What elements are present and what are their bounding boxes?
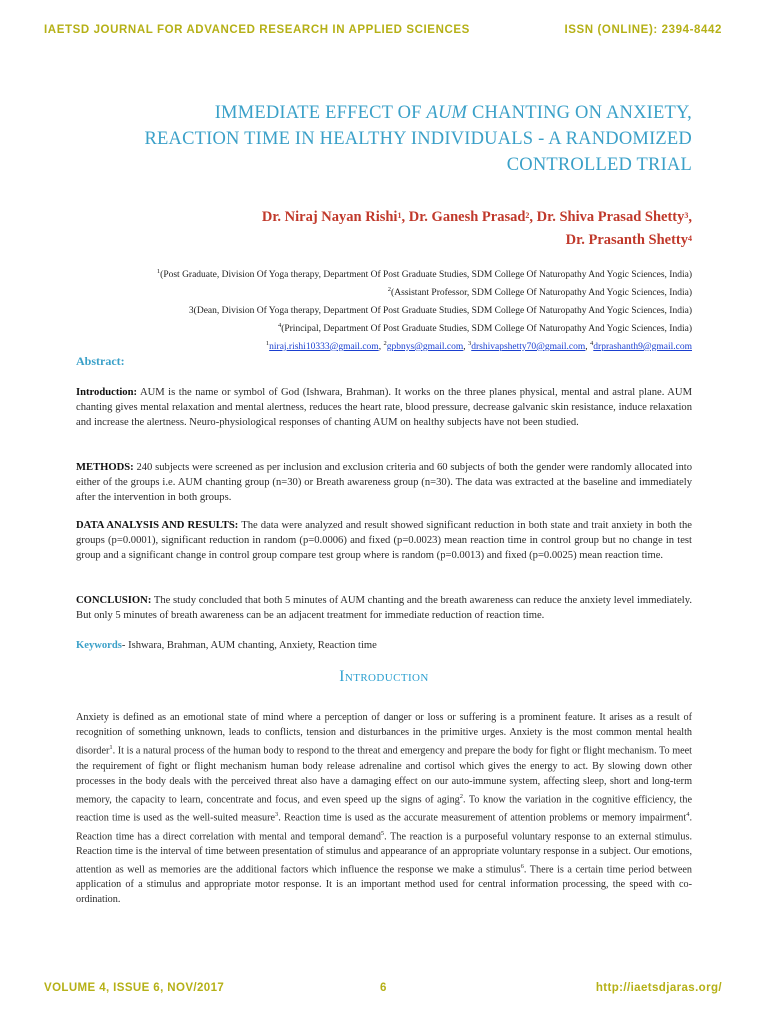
abstract-results (76, 518, 692, 564)
abstract-introduction (76, 385, 692, 431)
abstract-methods (76, 460, 692, 506)
keywords (76, 638, 692, 653)
title-line-1 (92, 100, 692, 126)
page-number: 6 (380, 982, 387, 994)
authors-line-1 (72, 206, 692, 229)
body-text: . Reaction time has a direct correlation with mental and temporal demand (76, 812, 692, 842)
email-link[interactable]: drprashanth9@gmail.com (593, 341, 692, 352)
affiliations (52, 265, 692, 355)
email-sup: 1 (265, 339, 270, 347)
affil-text: (Principal, Department Of Post Graduate Studies, SDM College Of Naturopathy And Yogic Sciences, India) (281, 324, 692, 335)
running-header (44, 24, 722, 42)
body-text: . The reaction is a purposeful voluntary response to an external stimulus. Reaction time is the interval of time between presentation of stimulus and appearance of an appropriate voluntary response in a subject. Our emotions, attention as well as memories are the additional factors which influence the response we make a stimulus (76, 830, 692, 876)
author-name: Dr. Ganesh Prasad (408, 209, 526, 225)
affil-sup: 2 (387, 285, 392, 293)
affiliation (52, 265, 692, 283)
author-name: Dr. Shiva Prasad Shetty (536, 209, 685, 225)
author-sup: 2 (525, 211, 530, 220)
body-text: Anxiety is defined as an emotional state of mind where a perception of danger or loss or suffering is a prominent feature. It arises as a result of recognition of something unknown, leads to conflicts, tension and disturbances in the primitive urges. Anxiety is the most common mental health disorder (76, 712, 692, 757)
email-link[interactable]: gpbnys@gmail.com (386, 341, 464, 352)
text: The data were analyzed and result showed significant reduction in both state and trait anxiety in both the groups (p=0.0001), significant reduction in random (p=0.0006) and fixed (p=0.0023) mean reaction time in control group but no change in test group and a significant change in control group compare test group where is random (p=0.0013) and fixed (p=0.0025) mean reaction time. (76, 520, 692, 562)
affiliation (52, 319, 692, 337)
label: CONCLUSION: (76, 595, 152, 606)
running-footer (44, 982, 722, 1000)
affiliation (52, 283, 692, 301)
keywords-text: - Ishwara, Brahman, AUM chanting, Anxiety, Reaction time (121, 640, 377, 651)
title-text: CHANTING ON ANXIETY, (467, 103, 692, 123)
email-link[interactable]: niraj.rishi10333@gmail.com (269, 341, 379, 352)
title-aum: AUM (426, 103, 468, 123)
author-sup: 4 (688, 234, 692, 243)
author-sup: 1 (397, 211, 402, 220)
sep: , (688, 209, 692, 225)
body-text: . To know the variation in the cognitive efficiency, the reaction time is used as the well-suited measure (76, 794, 692, 824)
sep: , (401, 209, 409, 225)
text: The study concluded that both 5 minutes of AUM chanting and the breath awareness can reduce the anxiety level immediately. But only 5 minutes of breath awareness can be an adjacent treatment for immediate reduction of reaction time. (76, 595, 692, 622)
email-sup: 2 (383, 339, 387, 347)
sep: , (529, 209, 537, 225)
email-sup: 3 (468, 339, 472, 347)
abstract-heading: Abstract: (76, 354, 125, 368)
body-text: . Reaction time is used as the accurate measurement of attention problems or memory impairment (278, 812, 687, 824)
email-sup: 4 (590, 339, 594, 347)
body-text: . It is a natural process of the human body to respond to the threat and emergency and prepare the body for fight or flight mechanism. To meet the requirement of fight or flight mechanism human body release adrenaline and cortisol which gives the energy to act. By slowing down other processes in the body deals with the perceived threat also have a damaging effect on our auto-immune system, affecting sleep, short and long-term memory, the capacity to learn, concentrate and focus, and even speed up the signs of aging (76, 745, 692, 806)
issn: ISSN (ONLINE): 2394-8442 (564, 24, 722, 36)
citation: 5 (380, 829, 385, 837)
author-name: Dr. Prasanth Shetty (565, 232, 688, 248)
title-line-3: CONTROLLED TRIAL (506, 155, 692, 175)
text: 240 subjects were screened as per inclusion and exclusion criteria and 60 subjects of both the gender were randomly allocated into either of the groups i.e. AUM chanting group (n=30) or Breath awareness group (n=30). The data was extracted at the baseline and immediately after the intervention in both groups. (76, 462, 692, 504)
affiliation (52, 301, 692, 319)
body-text: . There is a certain time period between application of a stimulus and appropriate motor response. It is an important method used for central information processing, the speed with co-ordination. (76, 864, 692, 906)
affil-text: 3(Dean, Division Of Yoga therapy, Department Of Post Graduate Studies, SDM College Of Naturopathy And Yogic Sciences, India) (188, 306, 692, 317)
title-line-2: REACTION TIME IN HEALTHY INDIVIDUALS - A RANDOMIZED (144, 129, 692, 149)
section-heading-introduction: Introduction (339, 668, 429, 685)
email-link[interactable]: drshivapshetty70@gmail.com (471, 341, 586, 352)
citation: 3 (275, 811, 279, 819)
citation: 4 (686, 811, 690, 819)
citation: 6 (520, 862, 524, 870)
volume-issue: VOLUME 4, ISSUE 6, NOV/2017 (44, 982, 225, 994)
citation: 2 (459, 792, 464, 800)
author-list (72, 206, 692, 252)
affil-sup: 1 (156, 268, 161, 275)
email-line: $^1$niraj.rishi10333@gmail.com, $^2$gpbnys@gmail.com, $^3$drshivapshetty70@gmail.com, $^4$drprashanth9@gmail.com (265, 339, 692, 352)
label: METHODS: (76, 462, 134, 473)
abstract-conclusion (76, 593, 692, 623)
affil-sup: 4 (277, 321, 282, 329)
keywords-label: Keywords (76, 640, 122, 651)
authors-line-2 (72, 229, 692, 252)
journal-name: IAETSD JOURNAL FOR ADVANCED RESEARCH IN APPLIED SCIENCES (44, 24, 470, 36)
author-name: Dr. Niraj Nayan Rishi (261, 209, 398, 225)
journal-url[interactable]: http://iaetsdjaras.org/ (595, 982, 722, 994)
citation: 1 (109, 744, 113, 752)
label: Introduction: (76, 387, 138, 398)
label: DATA ANALYSIS AND RESULTS: (76, 520, 239, 531)
affil-text: (Post Graduate, Division Of Yoga therapy, Department Of Post Graduate Studies, SDM College Of Naturopathy And Yogic Sciences, India) (160, 270, 692, 281)
paper-title (92, 100, 692, 178)
text: AUM is the name or symbol of God (Ishwara, Brahman). It works on the three planes physical, mental and astral plane. AUM chanting gives mental relaxation and mental alertness, reduces the heart rate, blood pressure, decrease galvanic skin resistance, induce relaxation and increase the alertness. Neuro-physiological responses of chanting AUM on healthy subjects have not been studied. (76, 387, 692, 429)
introduction-body (76, 710, 692, 908)
author-sup: 3 (684, 211, 689, 220)
title-text: IMMEDIATE EFFECT OF (214, 103, 427, 123)
affil-text: (Assistant Professor, SDM College Of Naturopathy And Yogic Sciences, India) (391, 288, 692, 299)
